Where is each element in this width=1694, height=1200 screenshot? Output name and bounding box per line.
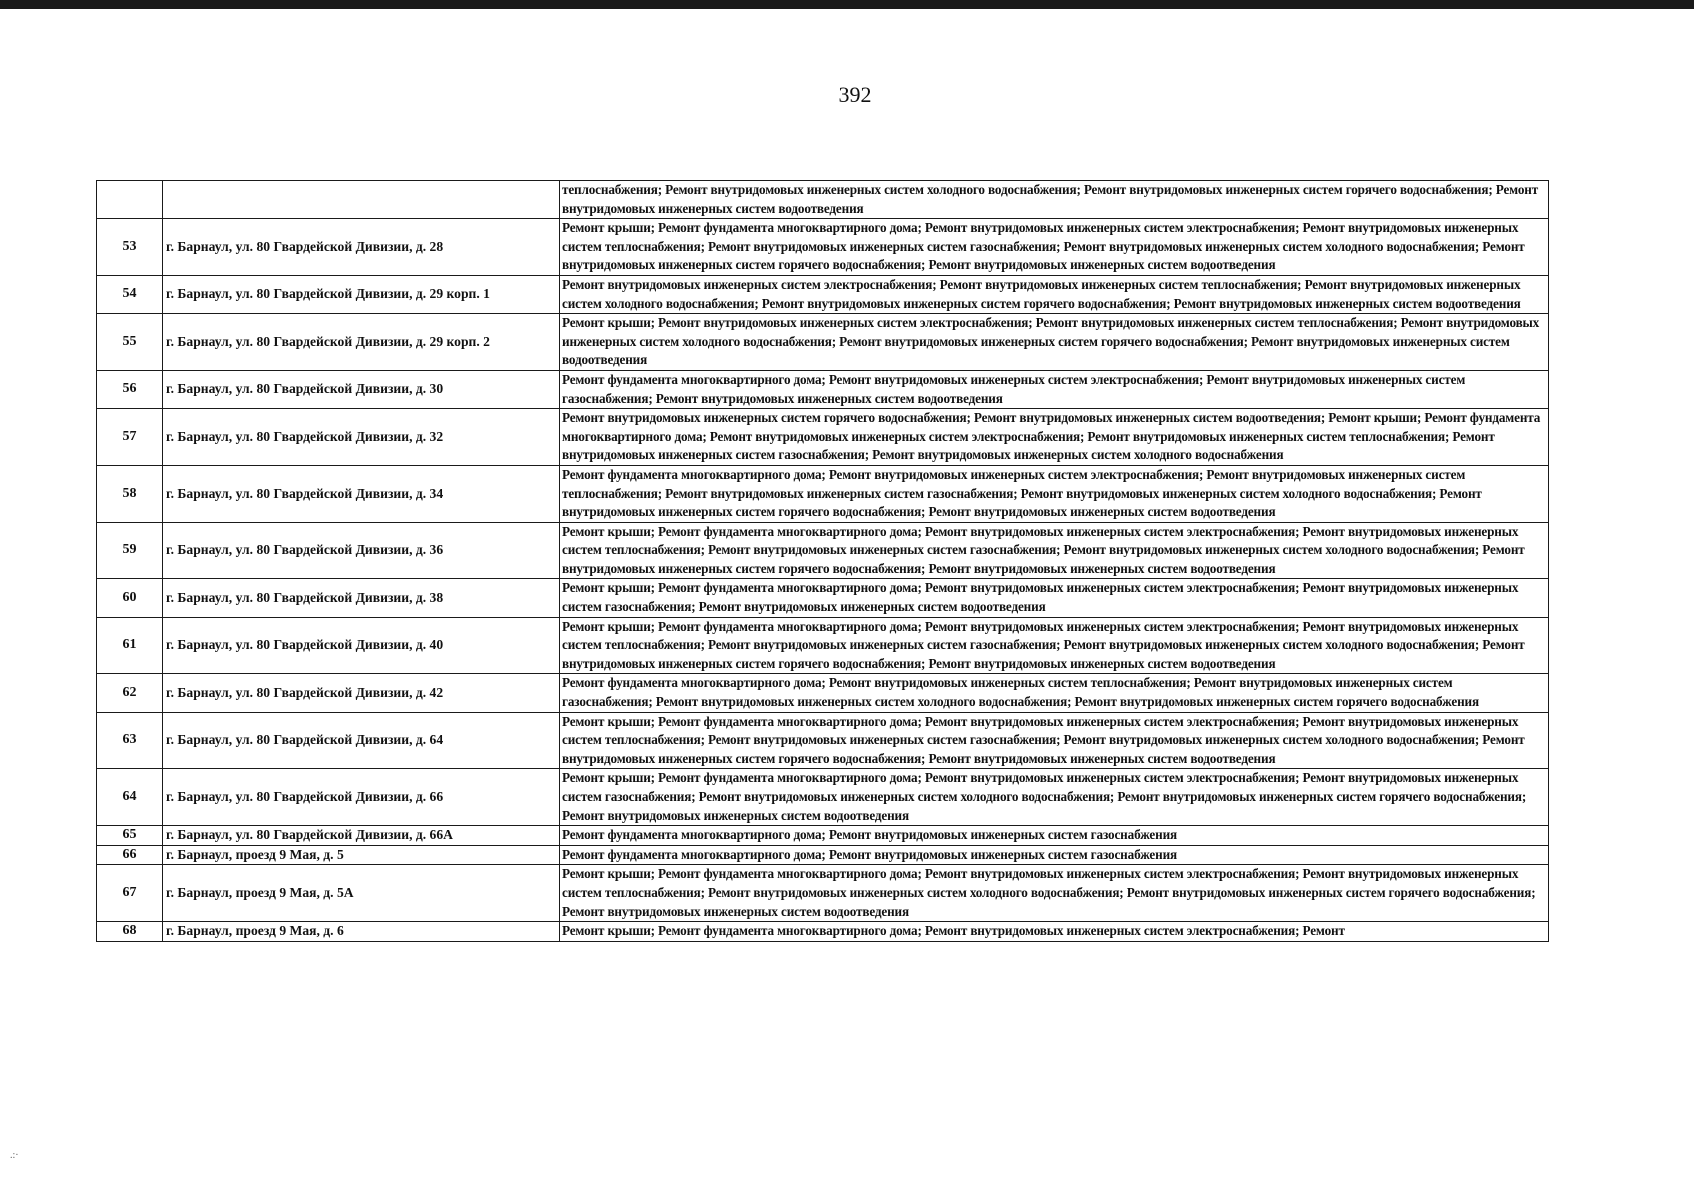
row-number-cell: 57: [97, 409, 163, 466]
table-row: [97, 617, 1549, 674]
repair-works-cell: Ремонт внутридомовых инженерных систем электроснабжения; Ремонт внутридомовых инженерных систем теплоснабжения; Ремонт внутридомовых инженерных систем холодного водоснабжения; Ремонт внутридомовых инженерных систем горячего водоснабжения; Ремонт внутридомовых инженерных систем водоотведения: [560, 275, 1549, 313]
row-number-cell: 66: [97, 845, 163, 865]
table-row: [97, 314, 1549, 371]
address-cell: г. Барнаул, ул. 80 Гвардейской Дивизии, д. 29 корп. 2: [163, 314, 560, 371]
row-number-cell: [97, 181, 163, 219]
repair-works-cell: Ремонт внутридомовых инженерных систем горячего водоснабжения; Ремонт внутридомовых инженерных систем водоотведения; Ремонт крыши; Ремонт фундамента многоквартирного дома; Ремонт внутридомовых инженерных систем электроснабжения; Ремонт внутридомовых инженерных систем теплоснабжения; Ремонт внутридомовых инженерных систем газоснабжения; Ремонт внутридомовых инженерных систем холодного водоснабжения: [560, 409, 1549, 466]
address-cell: г. Барнаул, ул. 80 Гвардейской Дивизии, д. 64: [163, 712, 560, 769]
row-number-cell: 61: [97, 617, 163, 674]
repair-works-cell: Ремонт крыши; Ремонт фундамента многоквартирного дома; Ремонт внутридомовых инженерных систем электроснабжения; Ремонт: [560, 922, 1549, 942]
repair-works-cell: Ремонт крыши; Ремонт фундамента многоквартирного дома; Ремонт внутридомовых инженерных систем электроснабжения; Ремонт внутридомовых инженерных систем теплоснабжения; Ремонт внутридомовых инженерных систем газоснабжения; Ремонт внутридомовых инженерных систем холодного водоснабжения; Ремонт внутридомовых инженерных систем горячего водоснабжения; Ремонт внутридомовых инженерных систем водоотведения: [560, 617, 1549, 674]
table-row: [97, 522, 1549, 579]
table-row: [97, 409, 1549, 466]
row-number-cell: 56: [97, 370, 163, 408]
repair-works-cell: Ремонт фундамента многоквартирного дома; Ремонт внутридомовых инженерных систем газоснабжения: [560, 826, 1549, 846]
row-number-cell: 64: [97, 769, 163, 826]
repair-works-cell: Ремонт крыши; Ремонт фундамента многоквартирного дома; Ремонт внутридомовых инженерных систем электроснабжения; Ремонт внутридомовых инженерных систем теплоснабжения; Ремонт внутридомовых инженерных систем газоснабжения; Ремонт внутридомовых инженерных систем холодного водоснабжения; Ремонт внутридомовых инженерных систем горячего водоснабжения; Ремонт внутридомовых инженерных систем водоотведения: [560, 219, 1549, 276]
repair-works-cell: Ремонт крыши; Ремонт фундамента многоквартирного дома; Ремонт внутридомовых инженерных систем электроснабжения; Ремонт внутридомовых инженерных систем теплоснабжения; Ремонт внутридомовых инженерных систем газоснабжения; Ремонт внутридомовых инженерных систем холодного водоснабжения; Ремонт внутридомовых инженерных систем горячего водоснабжения; Ремонт внутридомовых инженерных систем водоотведения: [560, 712, 1549, 769]
repair-works-cell: Ремонт крыши; Ремонт фундамента многоквартирного дома; Ремонт внутридомовых инженерных систем электроснабжения; Ремонт внутридомовых инженерных систем теплоснабжения; Ремонт внутридомовых инженерных систем газоснабжения; Ремонт внутридомовых инженерных систем холодного водоснабжения; Ремонт внутридомовых инженерных систем горячего водоснабжения; Ремонт внутридомовых инженерных систем водоотведения: [560, 522, 1549, 579]
address-cell: г. Барнаул, ул. 80 Гвардейской Дивизии, д. 30: [163, 370, 560, 408]
address-cell: г. Барнаул, ул. 80 Гвардейской Дивизии, д. 28: [163, 219, 560, 276]
table-row: [97, 674, 1549, 712]
table-row: [97, 219, 1549, 276]
repair-works-cell: Ремонт фундамента многоквартирного дома; Ремонт внутридомовых инженерных систем газоснабжения: [560, 845, 1549, 865]
table-row: [97, 712, 1549, 769]
address-cell: г. Барнаул, ул. 80 Гвардейской Дивизии, д. 66А: [163, 826, 560, 846]
row-number-cell: 67: [97, 865, 163, 922]
row-number-cell: 60: [97, 579, 163, 617]
table-row: [97, 579, 1549, 617]
repair-works-cell: Ремонт фундамента многоквартирного дома; Ремонт внутридомовых инженерных систем теплоснабжения; Ремонт внутридомовых инженерных систем газоснабжения; Ремонт внутридомовых инженерных систем холодного водоснабжения; Ремонт внутридомовых инженерных систем горячего водоснабжения: [560, 674, 1549, 712]
address-cell: г. Барнаул, проезд 9 Мая, д. 6: [163, 922, 560, 942]
address-cell: г. Барнаул, ул. 80 Гвардейской Дивизии, д. 34: [163, 465, 560, 522]
address-cell: [163, 181, 560, 219]
address-cell: г. Барнаул, проезд 9 Мая, д. 5А: [163, 865, 560, 922]
repair-works-cell: Ремонт крыши; Ремонт внутридомовых инженерных систем электроснабжения; Ремонт внутридомовых инженерных систем теплоснабжения; Ремонт внутридомовых инженерных систем холодного водоснабжения; Ремонт внутридомовых инженерных систем горячего водоснабжения; Ремонт внутридомовых инженерных систем водоотведения: [560, 314, 1549, 371]
address-cell: г. Барнаул, ул. 80 Гвардейской Дивизии, д. 32: [163, 409, 560, 466]
table-row: [97, 769, 1549, 826]
repair-works-cell: теплоснабжения; Ремонт внутридомовых инженерных систем холодного водоснабжения; Ремонт внутридомовых инженерных систем горячего водоснабжения; Ремонт внутридомовых инженерных систем водоотведения: [560, 181, 1549, 219]
row-number-cell: 55: [97, 314, 163, 371]
scan-top-border: [0, 0, 1694, 9]
address-cell: г. Барнаул, ул. 80 Гвардейской Дивизии, д. 29 корп. 1: [163, 275, 560, 313]
table-row: [97, 826, 1549, 846]
repair-works-cell: Ремонт фундамента многоквартирного дома; Ремонт внутридомовых инженерных систем электроснабжения; Ремонт внутридомовых инженерных систем газоснабжения; Ремонт внутридомовых инженерных систем водоотведения: [560, 370, 1549, 408]
row-number-cell: 58: [97, 465, 163, 522]
scan-artifact: .:·: [10, 1150, 19, 1161]
repair-works-cell: Ремонт крыши; Ремонт фундамента многоквартирного дома; Ремонт внутридомовых инженерных систем электроснабжения; Ремонт внутридомовых инженерных систем газоснабжения; Ремонт внутридомовых инженерных систем холодного водоснабжения; Ремонт внутридомовых инженерных систем горячего водоснабжения; Ремонт внутридомовых инженерных систем водоотведения: [560, 769, 1549, 826]
address-cell: г. Барнаул, ул. 80 Гвардейской Дивизии, д. 40: [163, 617, 560, 674]
table-row: [97, 845, 1549, 865]
row-number-cell: 68: [97, 922, 163, 942]
repair-works-cell: Ремонт фундамента многоквартирного дома; Ремонт внутридомовых инженерных систем электроснабжения; Ремонт внутридомовых инженерных систем теплоснабжения; Ремонт внутридомовых инженерных систем газоснабжения; Ремонт внутридомовых инженерных систем холодного водоснабжения; Ремонт внутридомовых инженерных систем горячего водоснабжения; Ремонт внутридомовых инженерных систем водоотведения: [560, 465, 1549, 522]
table-row: [97, 465, 1549, 522]
table-row: [97, 181, 1549, 219]
row-number-cell: 62: [97, 674, 163, 712]
table-row: [97, 370, 1549, 408]
repair-works-cell: Ремонт крыши; Ремонт фундамента многоквартирного дома; Ремонт внутридомовых инженерных систем электроснабжения; Ремонт внутридомовых инженерных систем газоснабжения; Ремонт внутридомовых инженерных систем водоотведения: [560, 579, 1549, 617]
table-row: [97, 865, 1549, 922]
repair-works-cell: Ремонт крыши; Ремонт фундамента многоквартирного дома; Ремонт внутридомовых инженерных систем электроснабжения; Ремонт внутридомовых инженерных систем теплоснабжения; Ремонт внутридомовых инженерных систем холодного водоснабжения; Ремонт внутридомовых инженерных систем горячего водоснабжения; Ремонт внутридомовых инженерных систем водоотведения: [560, 865, 1549, 922]
address-cell: г. Барнаул, ул. 80 Гвардейской Дивизии, д. 38: [163, 579, 560, 617]
table-row: [97, 922, 1549, 942]
repair-table: [96, 180, 1549, 942]
row-number-cell: 54: [97, 275, 163, 313]
address-cell: г. Барнаул, ул. 80 Гвардейской Дивизии, д. 42: [163, 674, 560, 712]
address-cell: г. Барнаул, ул. 80 Гвардейской Дивизии, д. 66: [163, 769, 560, 826]
row-number-cell: 65: [97, 826, 163, 846]
table-row: [97, 275, 1549, 313]
page-number: 392: [838, 82, 872, 107]
row-number-cell: 63: [97, 712, 163, 769]
address-cell: г. Барнаул, проезд 9 Мая, д. 5: [163, 845, 560, 865]
repair-table-body: [97, 181, 1549, 942]
row-number-cell: 53: [97, 219, 163, 276]
row-number-cell: 59: [97, 522, 163, 579]
address-cell: г. Барнаул, ул. 80 Гвардейской Дивизии, д. 36: [163, 522, 560, 579]
